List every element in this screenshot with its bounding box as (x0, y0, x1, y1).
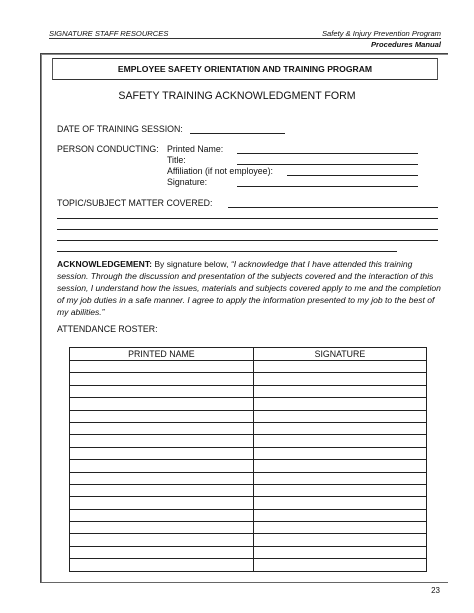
program-banner (52, 58, 438, 80)
acknowledgement-heading: ACKNOWLEDGEMENT: (57, 259, 152, 269)
roster-signature-cell[interactable] (253, 472, 426, 484)
roster-signature-cell[interactable] (253, 422, 426, 434)
roster-printed-name-cell[interactable] (70, 522, 254, 534)
topic-line-3[interactable] (57, 229, 438, 230)
signature-label: Signature: (167, 177, 208, 187)
roster-row (70, 472, 427, 484)
header-right-text: Safety & Injury Prevention Program (321, 29, 441, 38)
title-label: Title: (167, 155, 186, 165)
roster-signature-cell[interactable] (253, 373, 426, 385)
roster-signature-cell[interactable] (253, 410, 426, 422)
roster-signature-cell[interactable] (253, 460, 426, 472)
roster-printed-name-cell[interactable] (70, 410, 254, 422)
roster-signature-cell[interactable] (253, 398, 426, 410)
roster-signature-cell[interactable] (253, 435, 426, 447)
roster-signature-cell[interactable] (253, 559, 426, 571)
conductor-signature-line[interactable] (237, 186, 418, 187)
roster-printed-name-cell[interactable] (70, 398, 254, 410)
roster-row (70, 435, 427, 447)
topic-line-2[interactable] (57, 218, 438, 219)
form-title: SAFETY TRAINING ACKNOWLEDGMENT FORM (118, 90, 356, 102)
roster-header-row (70, 348, 427, 361)
roster-printed-name-cell[interactable] (70, 534, 254, 546)
roster-signature-cell[interactable] (253, 522, 426, 534)
roster-signature-cell[interactable] (253, 534, 426, 546)
roster-row (70, 422, 427, 434)
date-label: DATE OF TRAINING SESSION: (57, 124, 183, 134)
roster-printed-name-cell[interactable] (70, 460, 254, 472)
roster-row (70, 546, 427, 558)
printed-name-line[interactable] (237, 153, 418, 154)
roster-row (70, 385, 427, 397)
roster-row (70, 398, 427, 410)
roster-signature-cell[interactable] (253, 509, 426, 521)
acknowledgement-paragraph (57, 258, 445, 318)
roster-printed-name-cell[interactable] (70, 422, 254, 434)
person-conducting-label: PERSON CONDUCTING: (57, 144, 159, 154)
roster-row (70, 460, 427, 472)
header-subtitle: Procedures Manual (370, 40, 441, 49)
roster-row (70, 534, 427, 546)
printed-name-column-header: PRINTED NAME (70, 348, 254, 361)
roster-printed-name-cell[interactable] (70, 546, 254, 558)
header-left-text: SIGNATURE STAFF RESOURCES (49, 29, 169, 38)
header-rule (49, 38, 441, 39)
topic-line-4[interactable] (57, 240, 438, 241)
roster-printed-name-cell[interactable] (70, 361, 254, 373)
attendance-roster-label: ATTENDANCE ROSTER: (57, 324, 158, 334)
acknowledgement-intro: By signature below, (151, 259, 231, 269)
roster-row (70, 559, 427, 571)
affiliation-label: Affiliation (if not employee): (167, 166, 273, 176)
roster-printed-name-cell[interactable] (70, 373, 254, 385)
roster-row (70, 497, 427, 509)
roster-row (70, 447, 427, 459)
roster-printed-name-cell[interactable] (70, 559, 254, 571)
roster-signature-cell[interactable] (253, 361, 426, 373)
roster-row (70, 509, 427, 521)
topic-line-5[interactable] (57, 251, 397, 252)
roster-printed-name-cell[interactable] (70, 497, 254, 509)
roster-row (70, 410, 427, 422)
roster-row (70, 484, 427, 496)
roster-printed-name-cell[interactable] (70, 472, 254, 484)
roster-printed-name-cell[interactable] (70, 435, 254, 447)
attendance-roster-table (69, 347, 427, 572)
roster-printed-name-cell[interactable] (70, 385, 254, 397)
roster-row (70, 373, 427, 385)
printed-name-label: Printed Name: (167, 144, 224, 154)
program-banner-text: EMPLOYEE SAFETY ORIENTATI0N AND TRAINING PROGRAM (117, 64, 373, 74)
roster-signature-cell[interactable] (253, 484, 426, 496)
acknowledgement-statement: “I acknowledge that I have attended this training session. Through the discussion and presentation of the subjects covered and the interaction of this session, I understand how the issues, materials and subjects covered apply to me and the completion of my job duties in a safe manner. I agree to apply the information presented to my job to the best of my abilities.” (57, 259, 441, 318)
signature-column-header: SIGNATURE (253, 348, 426, 361)
roster-printed-name-cell[interactable] (70, 509, 254, 521)
roster-signature-cell[interactable] (253, 497, 426, 509)
date-field-line[interactable] (190, 133, 285, 134)
topic-label: TOPIC/SUBJECT MATTER COVERED: (57, 198, 213, 208)
topic-line-1[interactable] (228, 207, 438, 208)
roster-row (70, 361, 427, 373)
page-number: 23 (431, 586, 440, 595)
roster-signature-cell[interactable] (253, 447, 426, 459)
affiliation-line[interactable] (287, 175, 418, 176)
title-line[interactable] (237, 164, 418, 165)
roster-signature-cell[interactable] (253, 546, 426, 558)
roster-row (70, 522, 427, 534)
roster-printed-name-cell[interactable] (70, 484, 254, 496)
roster-printed-name-cell[interactable] (70, 447, 254, 459)
roster-signature-cell[interactable] (253, 385, 426, 397)
